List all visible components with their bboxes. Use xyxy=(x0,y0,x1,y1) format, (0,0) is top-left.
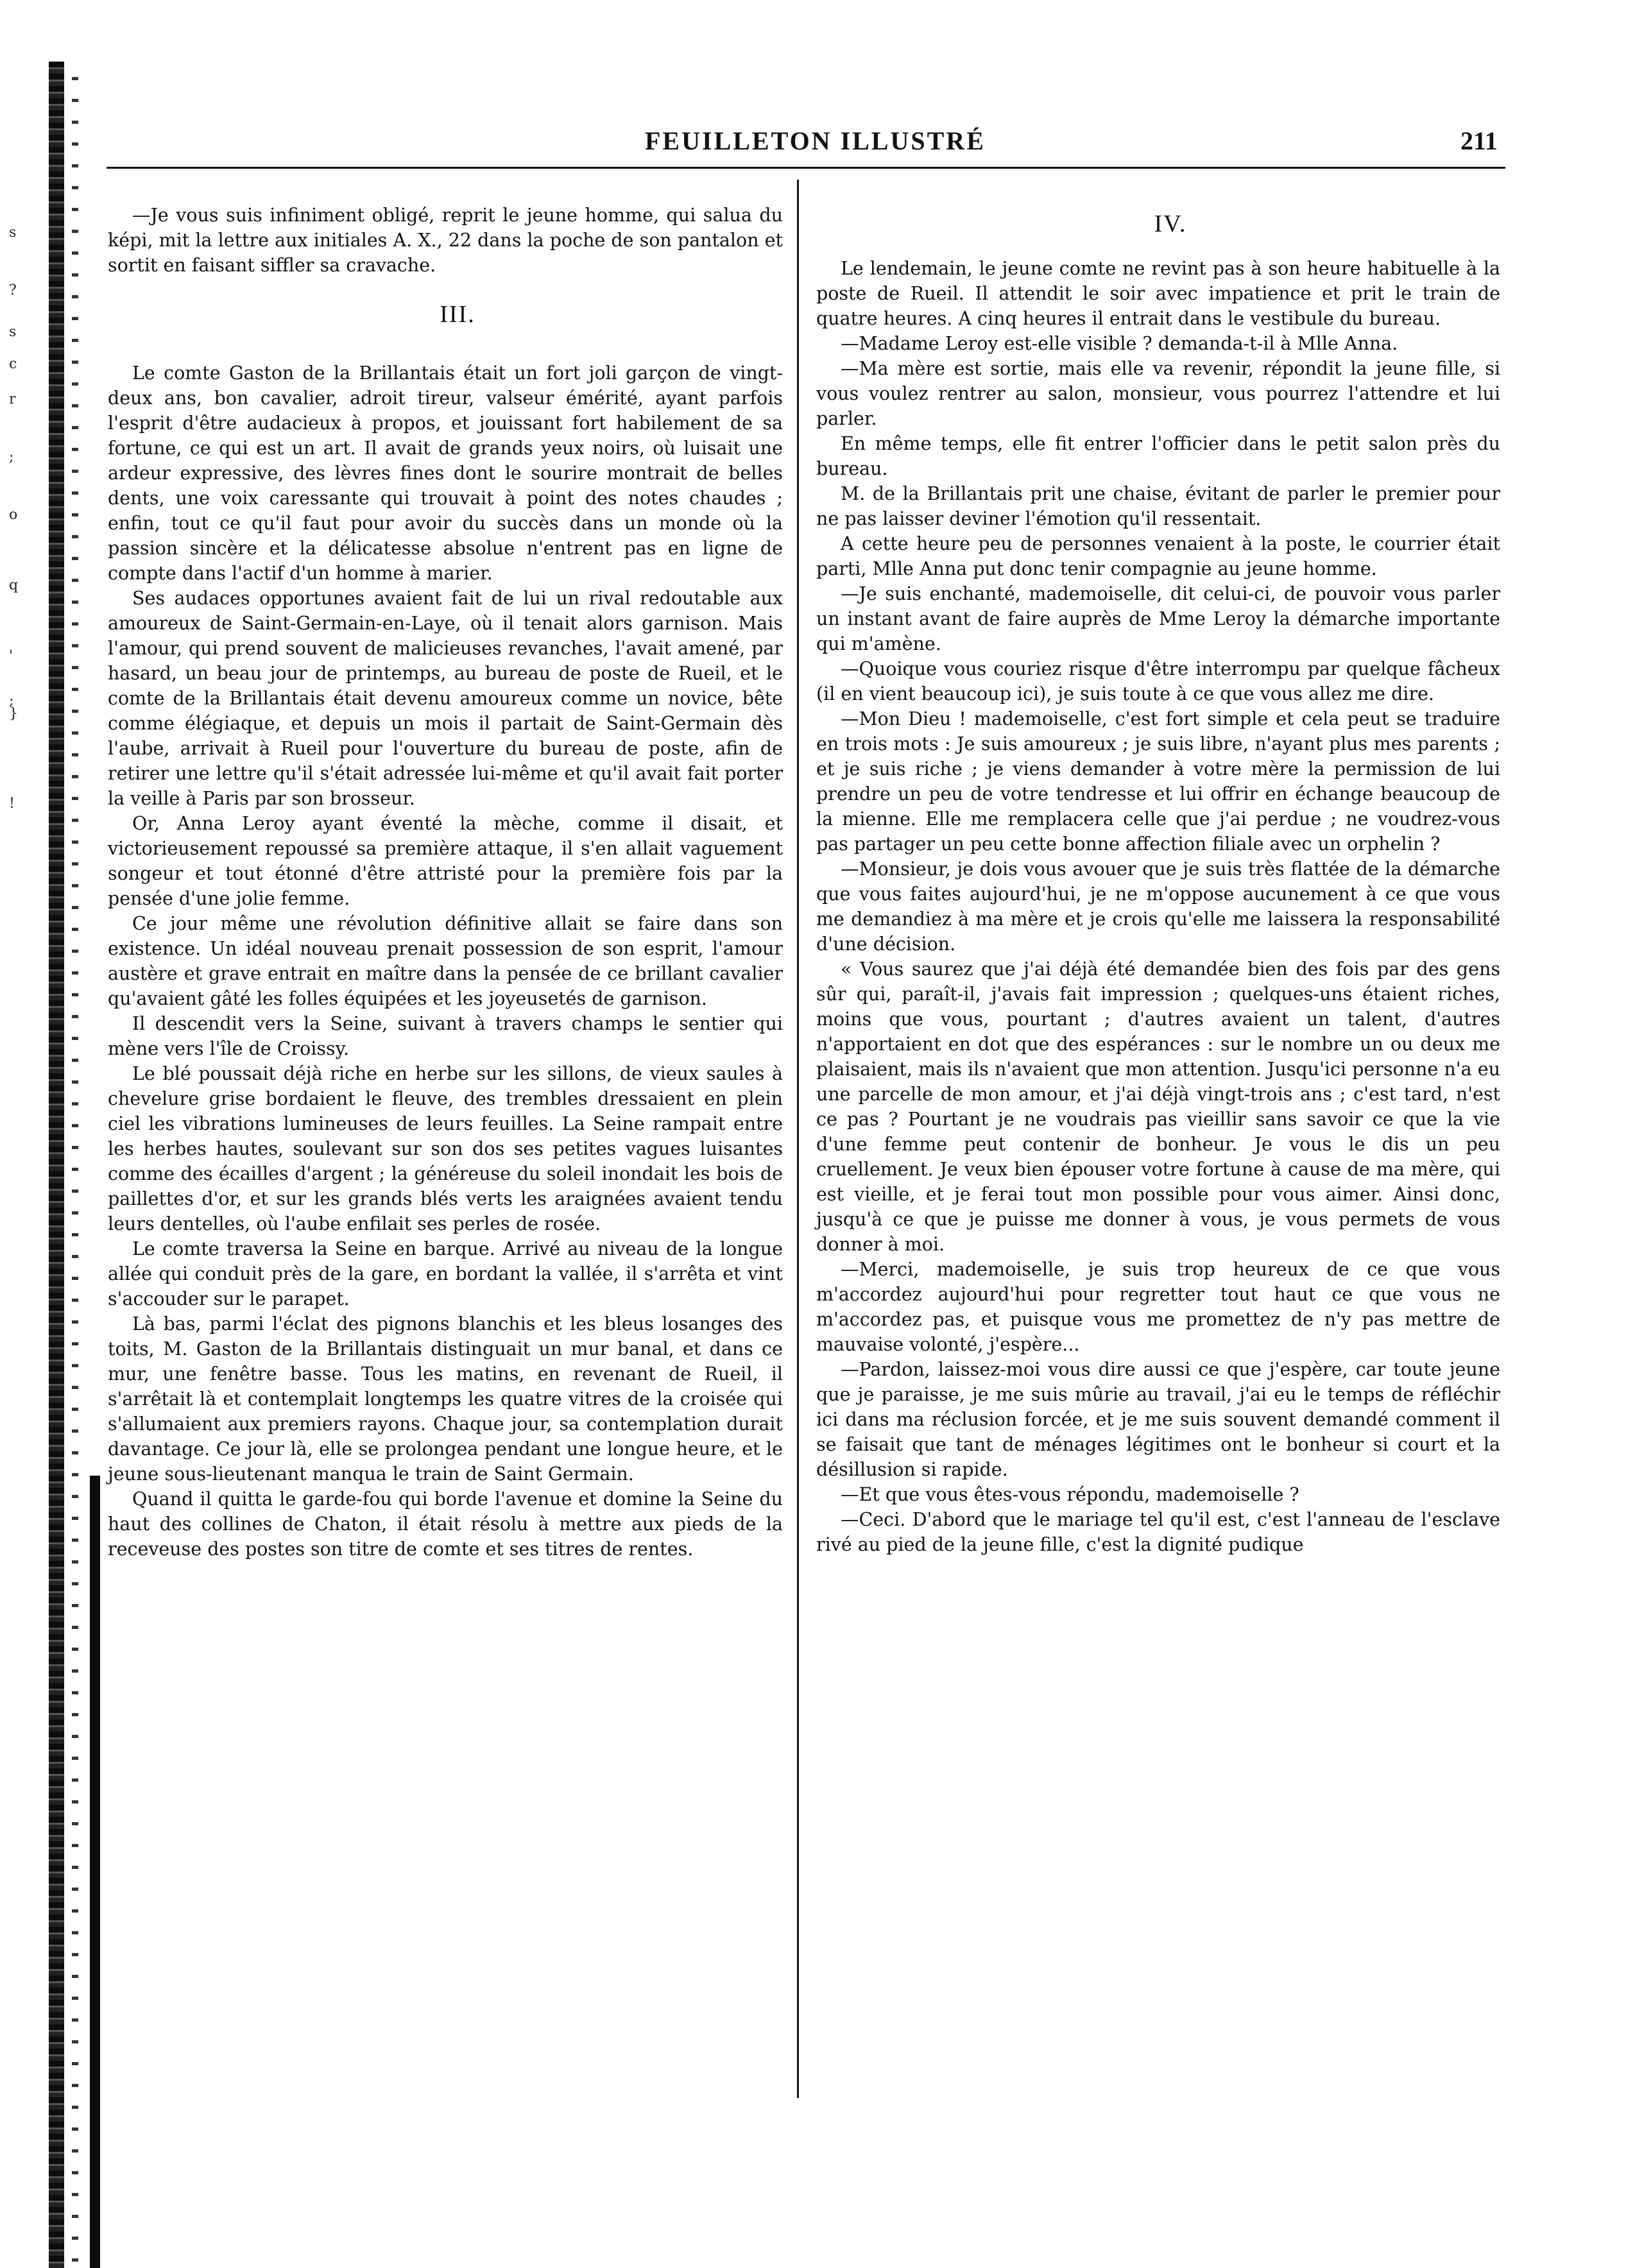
paragraph: —Pardon, laissez-moi vous dire aussi ce que j'espère, car toute jeune que je paraisse, je me suis mûrie au travail, j'ai eu le temps de réfléchir ici dans ma réclusion forcée, et je me suis souvent demandé comment il se faisait que tant de ménages légitimes ont le bonheur si court et la désillusion si rapide. xyxy=(816,1359,1500,1480)
paragraph: « Vous saurez que j'ai déjà été demandée bien des fois par des gens sûr qui, paraît-il, j'avais fait impression ; quelques-uns étaient riches, moins que vous, pourtant ; d'autres avaient un talent, d'autres n'apportaient en dot que des espérances : sur le nombre un ou deux me plaisaient, mais ils n'avaient que mon attention. Jusqu'ici personne n'a eu une parcelle de mon amour, et j'ai déjà vingt-trois ans ; c'est tard, n'est ce pas ? Pourtant je ne voudrais pas vieillir sans savoir ce que la vie d'une femme peut contenir de bonheur. Je vous le dis un peu cruellement. Je veux bien épouser votre fortune à cause de ma mère, qui est vieille, et je ferai tout mon possible pour vous aimer. Ainsi donc, jusqu'à ce que je puisse me donner à vous, je vous permets de vous donner à moi. xyxy=(816,959,1500,1255)
margin-mark: ! xyxy=(9,796,15,812)
column-rule xyxy=(797,180,799,2098)
paragraph: Le comte Gaston de la Brillantais était un fort joli garçon de vingt-deux ans, bon cavalier, adroit tireur, valseur émérité, ayant parfois l'esprit d'être audacieux à propos, et jouissant fort habilement de sa fortune, ce qui est un art. Il avait de grands yeux noirs, où luisait une ardeur expressive, des lèvres fines dont le sourire montrait de belles dents, une voix caressante qui trouvait à point des notes chaudes ; enfin, tout ce qu'il faut pour avoir du succès dans un monde où la passion sincère et la délicatesse absolue n'entrent pas en ligne de compte dans l'actif d'un homme à marier. xyxy=(108,362,783,584)
left-column xyxy=(108,203,783,1562)
margin-mark: s xyxy=(9,225,17,241)
paragraph: Là bas, parmi l'éclat des pignons blanchis et les bleus losanges des toits, M. Gaston de la Brillantais distinguait un mur banal, et dans ce mur, une fenêtre basse. Tous les matins, en revenant de Rueil, il s'arrêtait là et contemplait longtemps les quatre vitres de la croisée qui s'allumaient aux premiers rayons. Chaque jour, sa contemplation durait davantage. Ce jour là, elle se prolongea pendant une longue heure, et le jeune sous-lieutenant manqua le train de Saint Germain. xyxy=(108,1313,783,1485)
paragraph: —Monsieur, je dois vous avouer que je suis très flattée de la démarche que vous faites aujourd'hui, je ne m'oppose aucunement à ce que vous me demandiez à ma mère et je crois qu'elle me laissera la responsabilité d'une décision. xyxy=(816,858,1500,955)
paragraph: Le lendemain, le jeune comte ne revint pas à son heure habituelle à la poste de Rueil. Il attendit le soir avec impatience et prit le train de quatre heures. A cinq heures il entrait dans le vestibule du bureau. xyxy=(816,258,1500,329)
paragraph: Quand il quitta le garde-fou qui borde l'avenue et domine la Seine du haut des collines de Chaton, il était résolu à mettre aux pieds de la receveuse des postes son titre de comte et ses titres de rentes. xyxy=(108,1488,783,1560)
paragraph: A cette heure peu de personnes venaient à la poste, le courrier était parti, Mlle Anna put donc tenir compagnie au jeune homme. xyxy=(816,533,1500,579)
margin-mark: c xyxy=(9,356,17,372)
paragraph: Il descendit vers la Seine, suivant à travers champs le sentier qui mène vers l'île de Croissy. xyxy=(108,1013,783,1059)
section-heading: III. xyxy=(440,301,475,328)
margin-mark: q xyxy=(9,577,19,593)
binding-shadow-inner xyxy=(72,77,78,2268)
paragraph: —Merci, mademoiselle, je suis trop heureux de ce que vous m'accordez aujourd'hui pour regretter tout haut ce que vous ne m'accordez pas, et puisque vous me promettez de n'y pas mettre de mauvaise volonté, j'espère... xyxy=(816,1259,1500,1355)
header-rule xyxy=(107,167,1505,169)
paragraph: —Madame Leroy est-elle visible ? demanda-t-il à Mlle Anna. xyxy=(841,333,1398,354)
margin-mark: ? xyxy=(9,282,17,298)
page-number: 211 xyxy=(1460,126,1498,155)
margin-mark: ; xyxy=(9,449,14,465)
paragraph: —Ceci. D'abord que le mariage tel qu'il est, c'est l'anneau de l'esclave rivé au pied de la jeune fille, c'est la dignité pudique xyxy=(816,1509,1500,1555)
running-head: FEUILLETON ILLUSTRÉ xyxy=(645,126,986,155)
paragraph: Ses audaces opportunes avaient fait de lui un rival redoutable aux amoureux de Saint-Germain-en-Laye, où il tenait alors garnison. Mais l'amour, qui prend souvent de malicieuses revanches, l'avait amené, par hasard, un beau jour de printemps, au bureau de poste de Rueil, et le comte de la Brillantais était devenu amoureux comme un novice, bête comme élégiaque, et depuis un mois il partait de Saint-Germain dès l'aube, arrivait à Rueil pour l'ouverture du bureau de poste, afin de retirer une lettre qu'il s'était adressée lui-même et qu'il avait fait porter la veille à Paris par son brosseur. xyxy=(108,588,783,809)
margin-mark: s xyxy=(9,324,17,340)
paragraph: Le comte traversa la Seine en barque. Arrivé au niveau de la longue allée qui conduit près de la gare, en bordant la vallée, il s'arrêta et vint s'accouder sur le parapet. xyxy=(108,1238,783,1309)
paragraph: —Je vous suis infiniment obligé, reprit le jeune homme, qui salua du képi, mit la lettre aux initiales A. X., 22 dans la poche de son pantalon et sortit en faisant siffler sa cravache. xyxy=(108,205,783,276)
paragraph: —Et que vous êtes-vous répondu, mademoiselle ? xyxy=(841,1484,1299,1505)
binding-shadow xyxy=(49,62,64,2268)
margin-mark: } xyxy=(9,706,18,722)
margin-mark: r xyxy=(9,391,16,407)
paragraph: —Ma mère est sortie, mais elle va revenir, répondit la jeune fille, si vous voulez rentrer au salon, monsieur, vous pourrez l'attendre et lui parler. xyxy=(816,358,1500,429)
paragraph: —Je suis enchanté, mademoiselle, dit celui-ci, de pouvoir vous parler un instant avant de faire auprès de Mme Leroy la démarche importante qui m'amène. xyxy=(816,583,1500,654)
margin-mark: o xyxy=(9,507,18,523)
paragraph: En même temps, elle fit entrer l'officier dans le petit salon près du bureau. xyxy=(816,433,1500,479)
paragraph: Le blé poussait déjà riche en herbe sur les sillons, de vieux saules à chevelure grise bordaient le fleuve, des trembles dressaient en plein ciel les vibrations lumineuses de leurs feuilles. La Seine rampait entre les herbes hautes, soulevant sur son dos ses petites vagues luisantes comme des écailles d'argent ; la généreuse du soleil inondait les bois de paillettes d'or, et sur les grands blés verts les araignées avaient tendu leurs dentelles, où l'aube enfilait ses perles de rosée. xyxy=(108,1063,783,1234)
paragraph: M. de la Brillantais prit une chaise, évitant de parler le premier pour ne pas laisser deviner l'émotion qu'il ressentait. xyxy=(816,483,1500,529)
margin-bleed xyxy=(0,0,26,2268)
margin-mark: ' xyxy=(9,648,13,664)
right-column xyxy=(816,212,1500,1557)
paragraph: Ce jour même une révolution définitive allait se faire dans son existence. Un idéal nouveau prenait possession de son esprit, l'amour austère et grave entrait en maître dans la pensée de ce brillant cavalier qu'avaient gâté les folles équipées et les joyeusetés de garnison. xyxy=(108,913,783,1009)
section-heading: IV. xyxy=(1154,210,1187,237)
margin-mark: ; xyxy=(9,693,14,709)
page-gutter-edge xyxy=(90,1476,160,2268)
paragraph: Or, Anna Leroy ayant éventé la mèche, comme il disait, et victorieusement repoussé sa première attaque, il s'en allait vaguement songeur et tout étonné d'être attristé pour la première fois par la pensée d'une jolie femme. xyxy=(108,813,783,909)
paragraph: —Quoique vous couriez risque d'être interrompu par quelque fâcheux (il en vient beaucoup ici), je suis toute à ce que vous allez me dire. xyxy=(816,658,1500,704)
paragraph: —Mon Dieu ! mademoiselle, c'est fort simple et cela peut se traduire en trois mots : Je suis amoureux ; je suis libre, n'ayant plus mes parents ; et je suis riche ; je viens demander à votre mère la permission de lui prendre un peu de votre tendresse et lui offrir en échange beaucoup de la mienne. Elle me remplacera celle que j'ai perdue ; ne voudrez-vous pas partager un peu cette bonne affection filiale avec un orphelin ? xyxy=(816,708,1500,855)
